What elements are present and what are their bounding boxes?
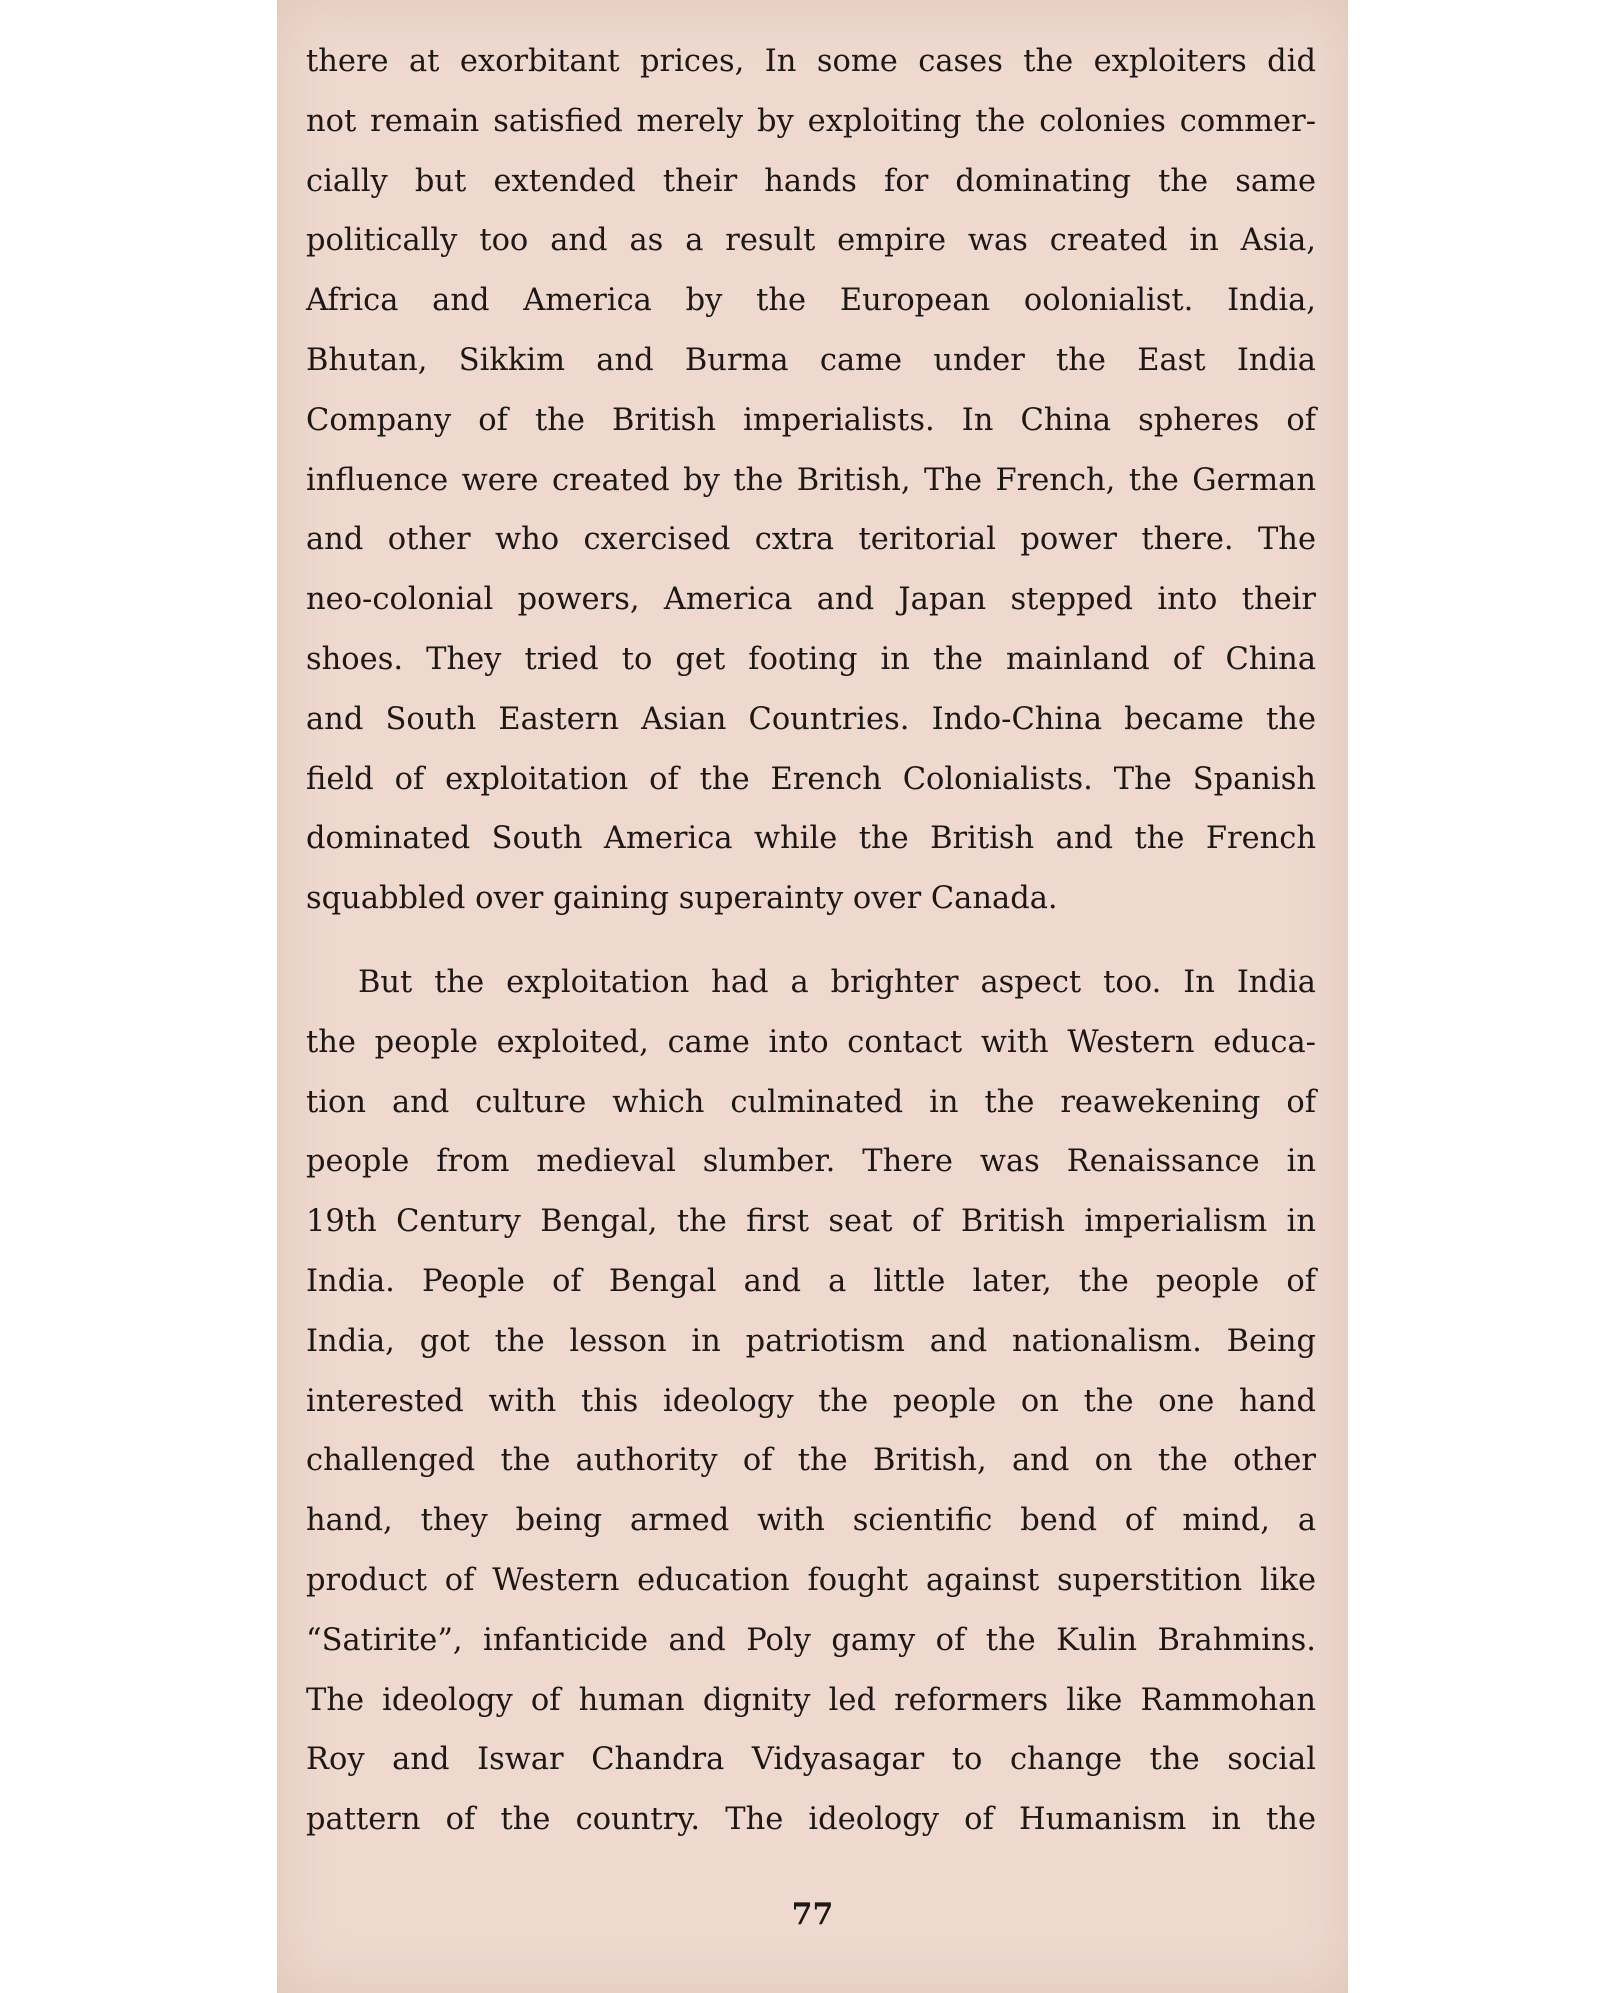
text-line: 19th Century Bengal, the first seat of British imperialism in — [306, 1204, 1316, 1240]
paragraph-1 — [306, 32, 1316, 929]
text-line: “Satirite”, infanticide and Poly gamy of the Kulin Brahmins. — [306, 1622, 1316, 1658]
text-line: not remain satisfied merely by exploiting the colonies commer- — [306, 103, 1316, 139]
text-line: interested with this ideology the people on the one hand — [306, 1383, 1316, 1419]
text-line: The ideology of human dignity led reformers like Rammohan — [306, 1682, 1316, 1718]
text-line: tion and culture which culminated in the reawekening of — [306, 1084, 1316, 1120]
text-line: But the exploitation had a brighter aspect too. In India — [358, 964, 1316, 1000]
text-line: cially but extended their hands for dominating the same — [306, 163, 1316, 199]
book-page — [277, 0, 1348, 1993]
text-line: Roy and Iswar Chandra Vidyasagar to change the social — [306, 1742, 1316, 1778]
text-line: and other who cxercised cxtra teritorial power there. The — [306, 522, 1316, 558]
text-line: influence were created by the British, The French, the German — [306, 462, 1316, 498]
text-line: the people exploited, came into contact with Western educa- — [306, 1024, 1316, 1060]
text-line: and South Eastern Asian Countries. Indo-China became the — [306, 701, 1316, 737]
text-line: people from medieval slumber. There was Renaissance in — [306, 1144, 1316, 1180]
text-line: field of exploitation of the Erench Colonialists. The Spanish — [306, 761, 1316, 797]
paragraph-2 — [306, 953, 1316, 1850]
text-line: hand, they being armed with scientific bend of mind, a — [306, 1503, 1316, 1539]
page-text — [306, 32, 1316, 1850]
text-line: Africa and America by the European oolonialist. India, — [306, 283, 1316, 319]
page-number: 77 — [791, 1897, 834, 1932]
text-line: there at exorbitant prices, In some cases the exploiters did — [306, 44, 1316, 79]
text-line: India, got the lesson in patriotism and nationalism. Being — [306, 1323, 1316, 1359]
text-line: squabbled over gaining superainty over Canada. — [306, 881, 1058, 917]
text-line: Bhutan, Sikkim and Burma came under the East India — [306, 342, 1316, 378]
text-line: dominated South America while the British and the French — [306, 821, 1316, 857]
text-line: Company of the British imperialists. In China spheres of — [306, 402, 1316, 438]
text-line: challenged the authority of the British, and on the other — [306, 1443, 1316, 1479]
text-line: neo-colonial powers, America and Japan stepped into their — [306, 582, 1316, 618]
text-line: shoes. They tried to get footing in the mainland of China — [306, 641, 1316, 677]
text-line: politically too and as a result empire was created in Asia, — [306, 223, 1316, 259]
paragraph-gap — [306, 929, 1316, 953]
text-line: pattern of the country. The ideology of Humanism in the — [306, 1802, 1316, 1838]
text-line: product of Western education fought against superstition like — [306, 1562, 1316, 1598]
text-line: India. People of Bengal and a little later, the people of — [306, 1263, 1316, 1299]
